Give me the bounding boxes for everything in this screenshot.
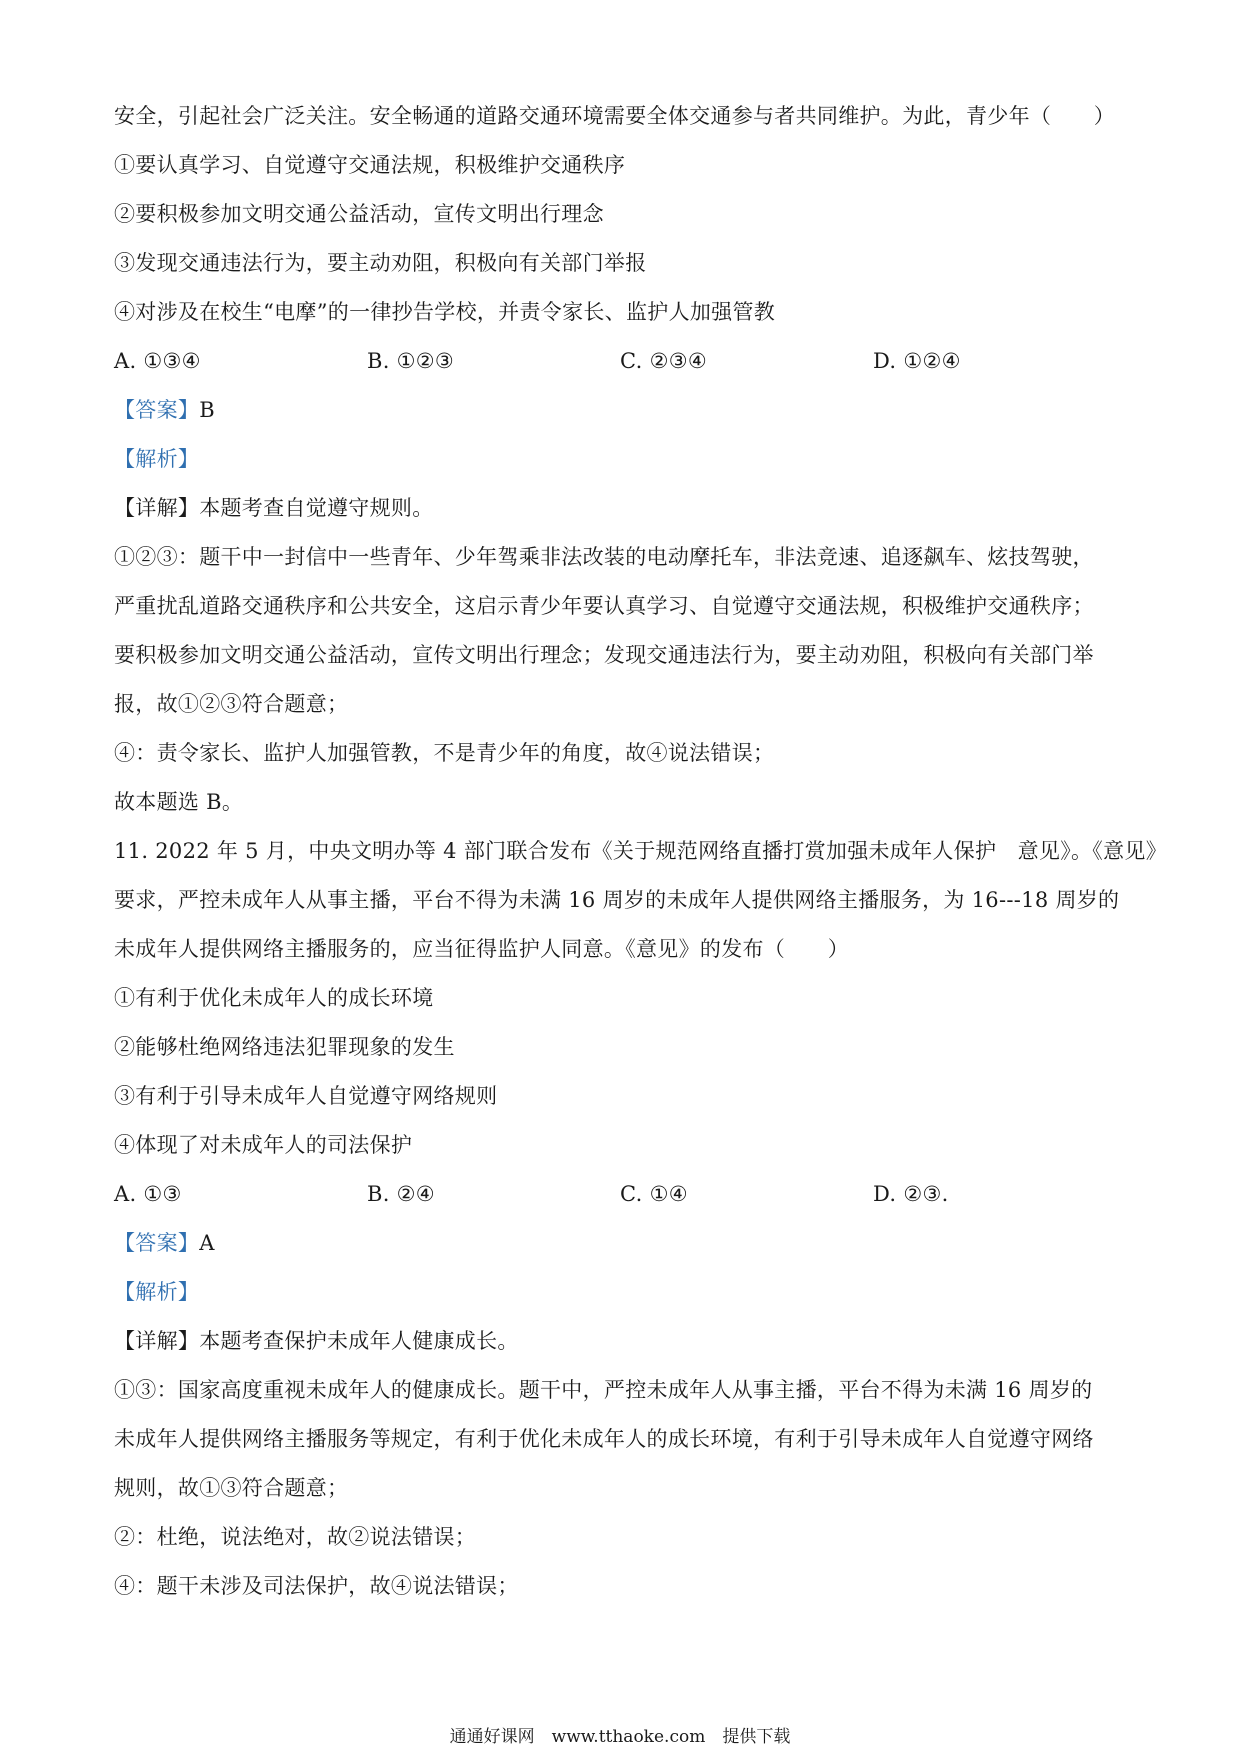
q10-answer-line (114, 386, 1134, 435)
q10-statement-2: ②要积极参加文明交通公益活动，宣传文明出行理念 (114, 202, 604, 226)
q11-option-d: D. ②③. (873, 1182, 949, 1206)
q10-detail-tag: 【详解】 (114, 496, 200, 520)
q10-option-d: D. ①②④ (873, 349, 961, 373)
q10-answer: B (199, 398, 215, 422)
q11-option-c: C. ①④ (620, 1182, 688, 1206)
q10-stem-tail: 安全，引起社会广泛关注。安全畅通的道路交通环境需要全体交通参与者共同维护。为此，青少年（ ） (114, 104, 1116, 128)
q10-option-b: B. ①②③ (367, 349, 455, 373)
q10-explanation-6: 故本题选 B。 (114, 790, 244, 814)
q10-option-c: C. ②③④ (620, 349, 707, 373)
q10-answer-tag: 【答案】 (114, 398, 200, 422)
q11-options (114, 1170, 1134, 1219)
q11-answer: A (199, 1231, 215, 1255)
q11-explanation-1: ①③：国家高度重视未成年人的健康成长。题干中，严控未成年人从事主播，平台不得为未满 16 周岁的 (114, 1378, 1093, 1402)
q11-option-b: B. ②④ (367, 1182, 435, 1206)
q10-detail: 本题考查自觉遵守规则。 (199, 496, 434, 520)
q11-explanation-2: 未成年人提供网络主播服务等规定，有利于优化未成年人的成长环境，有利于引导未成年人自觉遵守网络 (114, 1427, 1094, 1451)
q11-option-a: A. ①③ (114, 1182, 182, 1206)
q11-detail: 本题考查保护未成年人健康成长。 (199, 1329, 519, 1353)
q10-analysis-line (114, 435, 1134, 484)
q10-explanation-2: 严重扰乱道路交通秩序和公共安全，这启示青少年要认真学习、自觉遵守交通法规，积极维护交通秩序； (114, 594, 1094, 618)
q11-explanation-3: 规则，故①③符合题意； (114, 1476, 349, 1500)
q10-statement-4: ④对涉及在校生“电摩”的一律抄告学校，并责令家长、监护人加强管教 (114, 300, 776, 324)
q11-stem-1: 11. 2022 年 5 月，中央文明办等 4 部门联合发布《关于规范网络直播打赏加强未成年人保护 意见》。《意见》 (114, 839, 1168, 863)
q11-answer-line (114, 1219, 1134, 1268)
q10-analysis-tag: 【解析】 (114, 447, 200, 471)
q11-statement-4: ④体现了对未成年人的司法保护 (114, 1133, 413, 1157)
q10-explanation-1: ①②③：题干中一封信中一些青年、少年驾乘非法改装的电动摩托车，非法竞速、追逐飙车、炫技驾驶， (114, 545, 1094, 569)
q11-statement-1: ①有利于优化未成年人的成长环境 (114, 986, 434, 1010)
q11-stem-2: 要求，严控未成年人从事主播，平台不得为未满 16 周岁的未成年人提供网络主播服务，为 16---18 周岁的 (114, 888, 1120, 912)
q11-stem-3: 未成年人提供网络主播服务的，应当征得监护人同意。《意见》的发布（ ） (114, 937, 849, 961)
q10-option-a: A. ①③④ (114, 349, 201, 373)
q11-statement-2: ②能够杜绝网络违法犯罪现象的发生 (114, 1035, 455, 1059)
q11-analysis-line (114, 1268, 1134, 1317)
q10-statement-1: ①要认真学习、自觉遵守交通法规，积极维护交通秩序 (114, 153, 626, 177)
q11-explanation-5: ④：题干未涉及司法保护，故④说法错误； (114, 1574, 519, 1598)
q10-explanation-3: 要积极参加文明交通公益活动，宣传文明出行理念；发现交通违法行为，要主动劝阻，积极向有关部门举 (114, 643, 1094, 667)
document-page (114, 92, 1168, 1611)
q10-explanation-4: 报，故①②③符合题意； (114, 692, 349, 716)
q10-explanation-5: ④：责令家长、监护人加强管教，不是青少年的角度，故④说法错误； (114, 741, 775, 765)
q11-analysis-tag: 【解析】 (114, 1280, 200, 1304)
page-footer: 通通好课网 www.tthaoke.com 提供下载 (449, 1727, 791, 1747)
q10-detail-line (114, 484, 1134, 533)
q11-detail-tag: 【详解】 (114, 1329, 200, 1353)
q11-detail-line (114, 1317, 1134, 1366)
q11-answer-tag: 【答案】 (114, 1231, 200, 1255)
q11-explanation-4: ②：杜绝，说法绝对，故②说法错误； (114, 1525, 477, 1549)
q10-options (114, 337, 1134, 386)
q10-statement-3: ③发现交通违法行为，要主动劝阻，积极向有关部门举报 (114, 251, 647, 275)
q11-statement-3: ③有利于引导未成年人自觉遵守网络规则 (114, 1084, 498, 1108)
